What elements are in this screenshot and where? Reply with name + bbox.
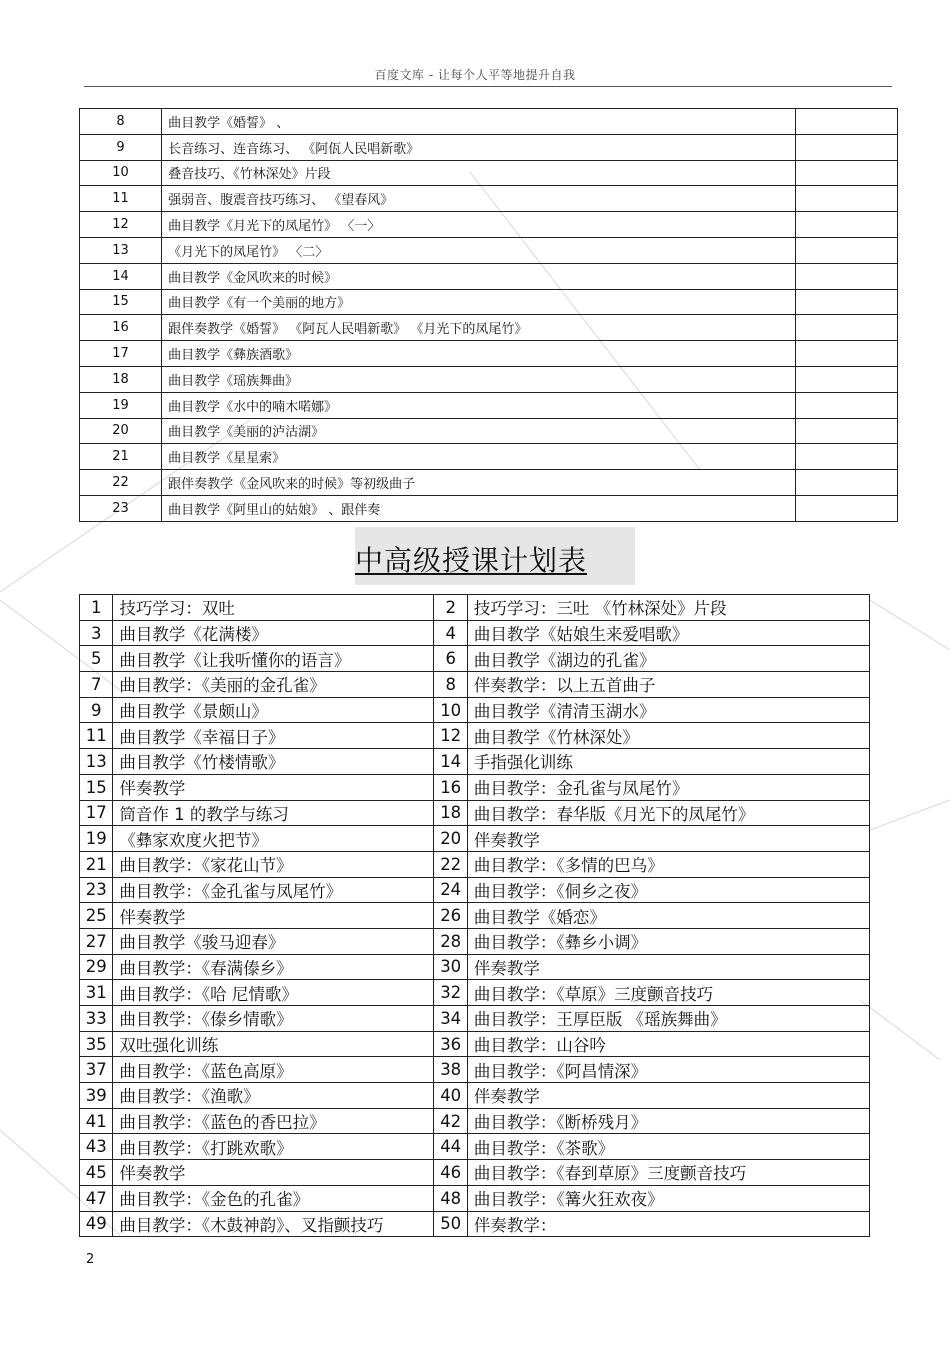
table-row	[80, 595, 870, 621]
table-row	[80, 928, 870, 954]
table-row	[80, 697, 870, 723]
lesson-content: 曲目教学《婚誓》 、	[162, 109, 796, 135]
table-row	[80, 237, 898, 263]
lesson-content: 曲目教学《阿里山的姑娘》 、跟伴奏	[162, 495, 796, 521]
notes-cell	[795, 444, 897, 470]
lesson-number: 1	[80, 595, 113, 621]
notes-cell	[795, 495, 897, 521]
lesson-content: 曲目教学：《草原》三度颤音技巧	[467, 980, 869, 1006]
table-row	[80, 444, 898, 470]
table-row	[80, 774, 870, 800]
lesson-number: 20	[434, 826, 467, 852]
lesson-number: 12	[434, 723, 467, 749]
lesson-content: 双吐强化训练	[113, 1031, 434, 1057]
lesson-number: 9	[80, 697, 113, 723]
lesson-content: 曲目教学《幸福日子》	[113, 723, 434, 749]
table-row	[80, 1006, 870, 1032]
notes-cell	[795, 315, 897, 341]
page-header: 百度文库 - 让每个人平等地提升自我	[374, 68, 576, 82]
lesson-content: 曲目教学：《彝乡小调》	[467, 928, 869, 954]
lesson-content: 曲目教学《竹林深处》	[467, 723, 869, 749]
lesson-number: 25	[80, 903, 113, 929]
lesson-content: 筒音作 1 的教学与练习	[113, 800, 434, 826]
lesson-number: 41	[80, 1108, 113, 1134]
lesson-content: 曲目教学《让我听懂你的语言》	[113, 646, 434, 672]
lesson-content: 曲目教学：《家花山节》	[113, 851, 434, 877]
lesson-number: 49	[80, 1211, 113, 1237]
lesson-content: 曲目教学《瑶族舞曲》	[162, 366, 796, 392]
lesson-content: 曲目教学：《茶歌》	[467, 1134, 869, 1160]
table-row	[80, 646, 870, 672]
lesson-content: 曲目教学《金风吹来的时候》	[162, 263, 796, 289]
lesson-content: 技巧学习：双吐	[113, 595, 434, 621]
lesson-number: 46	[434, 1160, 467, 1186]
lesson-content: 叠音技巧、《竹林深处》片段	[162, 160, 796, 186]
lesson-number: 47	[80, 1185, 113, 1211]
lesson-content: 曲目教学：《金色的孔雀》	[113, 1185, 434, 1211]
lesson-number: 34	[434, 1006, 467, 1032]
lesson-content: 曲目教学《竹楼情歌》	[113, 749, 434, 775]
table-row	[80, 1134, 870, 1160]
lesson-number: 40	[434, 1083, 467, 1109]
table-row	[80, 800, 870, 826]
lesson-content: 《彝家欢度火把节》	[113, 826, 434, 852]
lesson-number: 23	[80, 495, 162, 521]
lesson-content: 曲目教学：《侗乡之夜》	[467, 877, 869, 903]
lesson-content: 曲目教学《月光下的凤尾竹》 〈一〉	[162, 212, 796, 238]
lesson-number: 33	[80, 1006, 113, 1032]
lesson-content: 曲目教学：王厚臣版 《瑶族舞曲》	[467, 1006, 869, 1032]
table-row	[80, 851, 870, 877]
table-row	[80, 1108, 870, 1134]
table-row	[80, 495, 898, 521]
lesson-number: 44	[434, 1134, 467, 1160]
lesson-number: 19	[80, 392, 162, 418]
table-row	[80, 954, 870, 980]
notes-cell	[795, 418, 897, 444]
lesson-number: 15	[80, 774, 113, 800]
table-row	[80, 1185, 870, 1211]
table-row	[80, 672, 870, 698]
notes-cell	[795, 160, 897, 186]
table-row	[80, 418, 898, 444]
lesson-number: 8	[80, 109, 162, 135]
table-row	[80, 212, 898, 238]
lesson-number: 48	[434, 1185, 467, 1211]
lesson-content: 曲目教学《美丽的泸沽湖》	[162, 418, 796, 444]
lesson-content: 技巧学习：三吐 《竹林深处》片段	[467, 595, 869, 621]
table-row	[80, 1211, 870, 1237]
table-row	[80, 1057, 870, 1083]
table-row	[80, 134, 898, 160]
lesson-number: 9	[80, 134, 162, 160]
notes-cell	[795, 212, 897, 238]
lesson-content: 伴奏教学	[113, 1160, 434, 1186]
lesson-content: 伴奏教学	[467, 954, 869, 980]
lesson-number: 7	[80, 672, 113, 698]
lesson-number: 32	[434, 980, 467, 1006]
lesson-number: 24	[434, 877, 467, 903]
lesson-number: 17	[80, 341, 162, 367]
lesson-number: 20	[80, 418, 162, 444]
lesson-number: 13	[80, 237, 162, 263]
lesson-number: 29	[80, 954, 113, 980]
lesson-number: 10	[434, 697, 467, 723]
lesson-number: 45	[80, 1160, 113, 1186]
lesson-content: 曲目教学：《傣乡情歌》	[113, 1006, 434, 1032]
lesson-number: 6	[434, 646, 467, 672]
lesson-content: 跟伴奏教学《金风吹来的时候》等初级曲子	[162, 470, 796, 496]
lesson-number: 18	[434, 800, 467, 826]
notes-cell	[795, 366, 897, 392]
lesson-content: 曲目教学《花满楼》	[113, 620, 434, 646]
lesson-content: 曲目教学：《春到草原》三度颤音技巧	[467, 1160, 869, 1186]
table-row	[80, 366, 898, 392]
notes-cell	[795, 392, 897, 418]
lesson-number: 13	[80, 749, 113, 775]
table-row	[80, 980, 870, 1006]
table-row	[80, 1083, 870, 1109]
lesson-number: 2	[434, 595, 467, 621]
lesson-number: 11	[80, 186, 162, 212]
lesson-number: 22	[80, 470, 162, 496]
lesson-number: 12	[80, 212, 162, 238]
table-row	[80, 263, 898, 289]
lesson-content: 曲目教学：《哈 尼情歌》	[113, 980, 434, 1006]
table-row	[80, 749, 870, 775]
lesson-content: 跟伴奏教学《婚誓》 《阿瓦人民唱新歌》 《月光下的凤尾竹》	[162, 315, 796, 341]
lesson-content: 曲目教学：《渔歌》	[113, 1083, 434, 1109]
lesson-content: 伴奏教学	[467, 826, 869, 852]
lesson-content: 强弱音、腹震音技巧练习、 《望春风》	[162, 186, 796, 212]
lesson-number: 10	[80, 160, 162, 186]
lesson-content: 曲目教学：《美丽的金孔雀》	[113, 672, 434, 698]
lesson-content: 曲目教学：《多情的巴乌》	[467, 851, 869, 877]
beginner-plan-table	[79, 108, 898, 522]
lesson-number: 14	[434, 749, 467, 775]
lesson-content: 伴奏教学	[113, 774, 434, 800]
lesson-number: 5	[80, 646, 113, 672]
lesson-content: 曲目教学：春华版《月光下的凤尾竹》	[467, 800, 869, 826]
lesson-number: 27	[80, 928, 113, 954]
lesson-content: 曲目教学：《打跳欢歌》	[113, 1134, 434, 1160]
table-row	[80, 341, 898, 367]
lesson-number: 26	[434, 903, 467, 929]
lesson-number: 3	[80, 620, 113, 646]
page-number: 2	[86, 1252, 95, 1267]
lesson-number: 30	[434, 954, 467, 980]
lesson-content: 曲目教学：山谷吟	[467, 1031, 869, 1057]
notes-cell	[795, 237, 897, 263]
lesson-content: 曲目教学《景颇山》	[113, 697, 434, 723]
lesson-number: 16	[434, 774, 467, 800]
lesson-content: 伴奏教学	[467, 1083, 869, 1109]
lesson-content: 《月光下的凤尾竹》 〈二〉	[162, 237, 796, 263]
notes-cell	[795, 186, 897, 212]
lesson-number: 16	[80, 315, 162, 341]
lesson-number: 11	[80, 723, 113, 749]
lesson-number: 21	[80, 444, 162, 470]
intermediate-plan-table	[79, 594, 870, 1237]
lesson-number: 28	[434, 928, 467, 954]
lesson-number: 39	[80, 1083, 113, 1109]
lesson-content: 曲目教学：金孔雀与凤尾竹》	[467, 774, 869, 800]
lesson-content: 曲目教学《婚恋》	[467, 903, 869, 929]
notes-cell	[795, 109, 897, 135]
lesson-number: 4	[434, 620, 467, 646]
lesson-number: 23	[80, 877, 113, 903]
lesson-number: 17	[80, 800, 113, 826]
table-row	[80, 826, 870, 852]
lesson-content: 长音练习、连音练习、 《阿佤人民唱新歌》	[162, 134, 796, 160]
lesson-content: 曲目教学：《木鼓神韵》、叉指颤技巧	[113, 1211, 434, 1237]
table-row	[80, 315, 898, 341]
table-row	[80, 1031, 870, 1057]
lesson-number: 50	[434, 1211, 467, 1237]
lesson-content: 曲目教学：《篝火狂欢夜》	[467, 1185, 869, 1211]
lesson-number: 22	[434, 851, 467, 877]
section-title: 中高级授课计划表	[355, 544, 588, 577]
header-divider	[84, 86, 892, 87]
lesson-content: 曲目教学：《蓝色的香巴拉》	[113, 1108, 434, 1134]
lesson-number: 38	[434, 1057, 467, 1083]
lesson-content: 曲目教学《水中的喃木喏娜》	[162, 392, 796, 418]
notes-cell	[795, 470, 897, 496]
lesson-number: 31	[80, 980, 113, 1006]
lesson-number: 37	[80, 1057, 113, 1083]
lesson-content: 曲目教学：《春满傣乡》	[113, 954, 434, 980]
table-row	[80, 877, 870, 903]
lesson-number: 21	[80, 851, 113, 877]
lesson-content: 曲目教学《骏马迎春》	[113, 928, 434, 954]
lesson-content: 伴奏教学：	[467, 1211, 869, 1237]
lesson-content: 曲目教学《有一个美丽的地方》	[162, 289, 796, 315]
table-row	[80, 109, 898, 135]
table-row	[80, 186, 898, 212]
lesson-content: 曲目教学《姑娘生来爱唱歌》	[467, 620, 869, 646]
table-row	[80, 160, 898, 186]
table-row	[80, 903, 870, 929]
table-row	[80, 620, 870, 646]
lesson-content: 曲目教学：《断桥残月》	[467, 1108, 869, 1134]
lesson-content: 伴奏教学	[113, 903, 434, 929]
table-row	[80, 1160, 870, 1186]
lesson-number: 42	[434, 1108, 467, 1134]
lesson-number: 8	[434, 672, 467, 698]
table-row	[80, 289, 898, 315]
lesson-content: 曲目教学：《阿昌情深》	[467, 1057, 869, 1083]
lesson-content: 曲目教学《湖边的孔雀》	[467, 646, 869, 672]
table-row	[80, 723, 870, 749]
lesson-number: 36	[434, 1031, 467, 1057]
lesson-content: 曲目教学：《蓝色高原》	[113, 1057, 434, 1083]
lesson-number: 14	[80, 263, 162, 289]
notes-cell	[795, 263, 897, 289]
lesson-number: 43	[80, 1134, 113, 1160]
lesson-content: 曲目教学《清清玉湖水》	[467, 697, 869, 723]
table-row	[80, 392, 898, 418]
notes-cell	[795, 289, 897, 315]
lesson-number: 35	[80, 1031, 113, 1057]
lesson-content: 伴奏教学：以上五首曲子	[467, 672, 869, 698]
notes-cell	[795, 134, 897, 160]
lesson-number: 19	[80, 826, 113, 852]
table-row	[80, 470, 898, 496]
lesson-content: 曲目教学《星星索》	[162, 444, 796, 470]
lesson-content: 曲目教学《彝族酒歌》	[162, 341, 796, 367]
lesson-number: 15	[80, 289, 162, 315]
lesson-content: 曲目教学：《金孔雀与凤尾竹》	[113, 877, 434, 903]
lesson-content: 手指强化训练	[467, 749, 869, 775]
notes-cell	[795, 341, 897, 367]
lesson-number: 18	[80, 366, 162, 392]
